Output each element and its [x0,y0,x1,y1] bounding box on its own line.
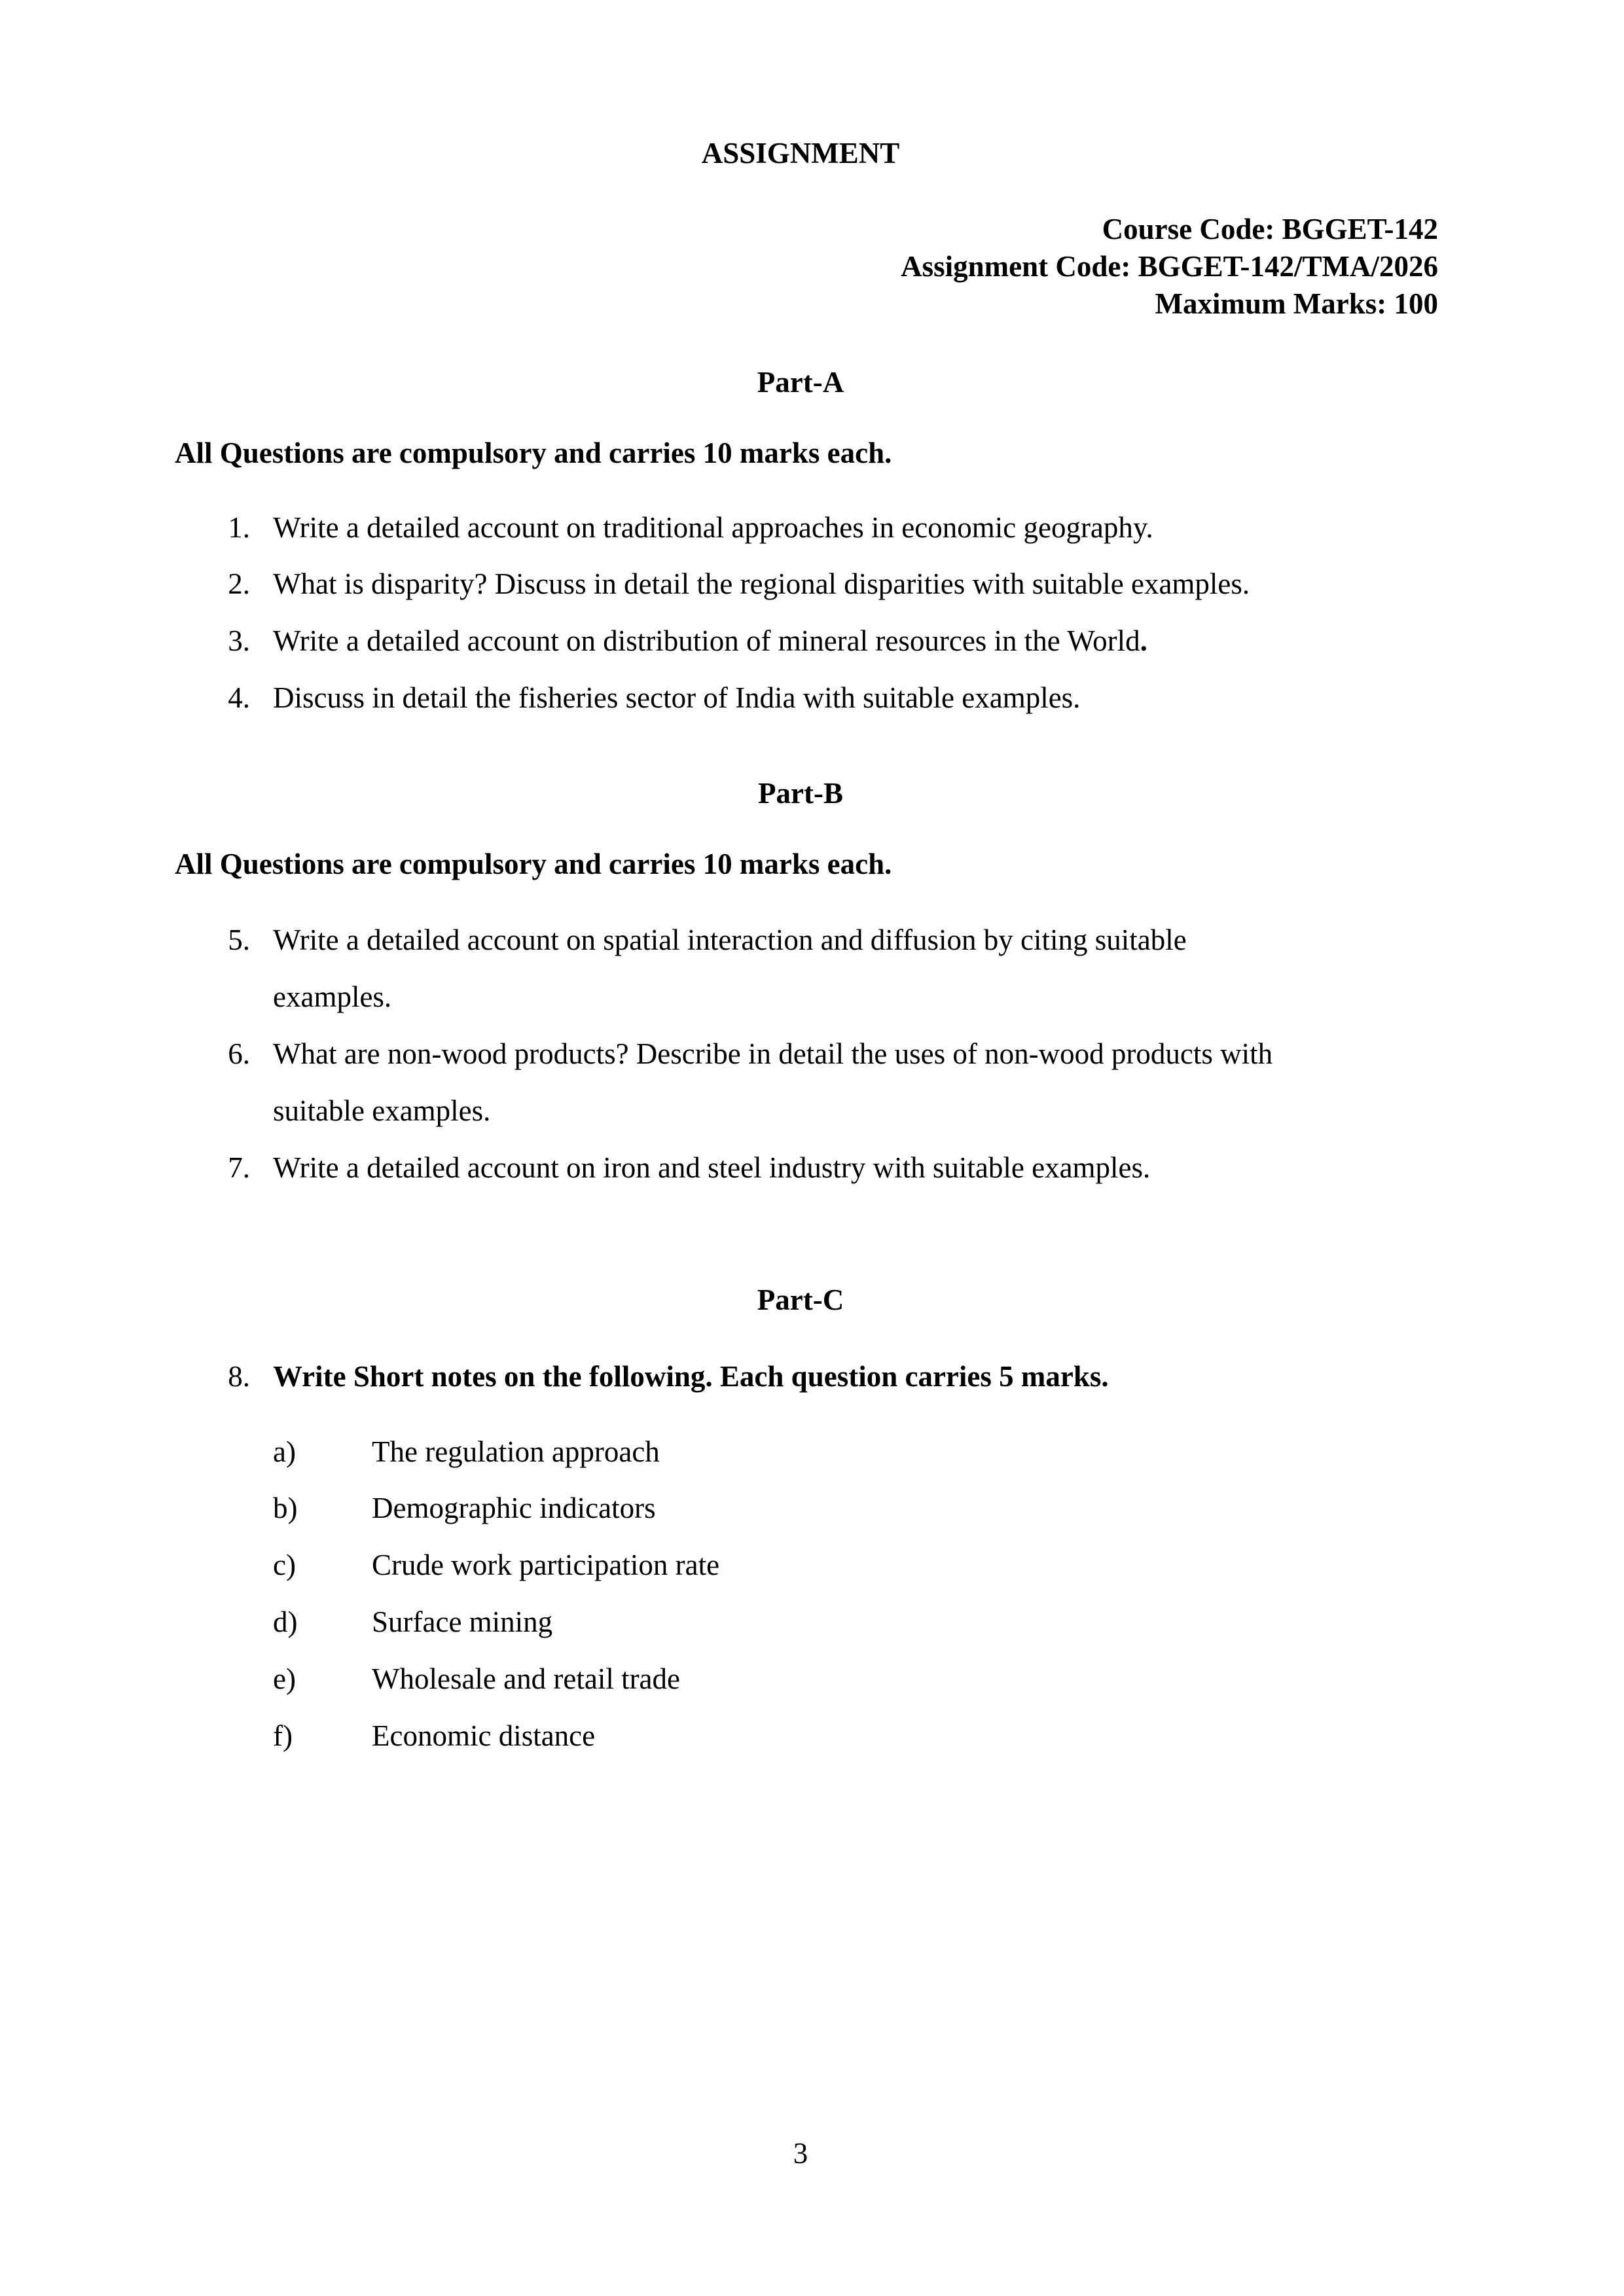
question-text-line: suitable examples. [273,1094,491,1127]
part-a-instruction: All Questions are compulsory and carries 10 marks each. [175,437,892,469]
question-text: Write Short notes on the following. Each question carries 5 marks. [273,1360,1109,1393]
question-text: Write a detailed account on iron and steel industry with suitable examples. [273,1151,1151,1184]
maximum-marks: Maximum Marks: 100 [1155,287,1438,320]
question-number: 3. [228,624,250,657]
part-c-heading: Part-C [757,1283,844,1316]
question-text-line: What are non-wood products? Describe in detail the uses of non-wood products with [273,1037,1273,1070]
question-text: What is disparity? Discuss in detail the regional disparities with suitable examples. [273,567,1250,600]
list-item-letter: b) [273,1492,298,1524]
list-item-letter: e) [273,1662,296,1695]
question-text: Discuss in detail the fisheries sector of India with suitable examples. [273,681,1081,714]
question-number: 5. [228,924,250,956]
list-item-letter: f) [273,1719,293,1752]
list-item: Surface mining [372,1605,553,1638]
question-number: 7. [228,1151,250,1184]
part-b-instruction: All Questions are compulsory and carries 10 marks each. [175,848,892,880]
page-number: 3 [793,2137,808,2170]
list-item-letter: c) [273,1549,296,1581]
question-text: Write a detailed account on traditional approaches in economic geography. [273,511,1153,544]
course-code: Course Code: BGGET-142 [1102,213,1438,245]
list-item: The regulation approach [372,1435,660,1468]
list-item: Wholesale and retail trade [372,1662,681,1695]
assignment-code: Assignment Code: BGGET-142/TMA/2026 [901,250,1438,283]
question-text-line: Write a detailed account on spatial interaction and diffusion by citing suitable [273,924,1187,956]
list-item: Crude work participation rate [372,1549,720,1581]
question-text [273,626,1147,656]
question-text-period: . [1140,624,1147,657]
list-item: Demographic indicators [372,1492,656,1524]
part-b-heading: Part-B [758,777,843,810]
list-item: Economic distance [372,1719,596,1752]
question-number: 2. [228,567,250,600]
question-number: 8. [228,1360,250,1393]
question-number: 6. [228,1037,250,1070]
question-number: 4. [228,681,250,714]
question-text-body: Write a detailed account on distribution of mineral resources in the World [273,624,1140,657]
part-a-heading: Part-A [757,366,844,399]
question-text-line: examples. [273,980,392,1013]
document-title: ASSIGNMENT [701,137,900,170]
list-item-letter: d) [273,1605,298,1638]
question-number: 1. [228,511,250,544]
list-item-letter: a) [273,1435,296,1468]
